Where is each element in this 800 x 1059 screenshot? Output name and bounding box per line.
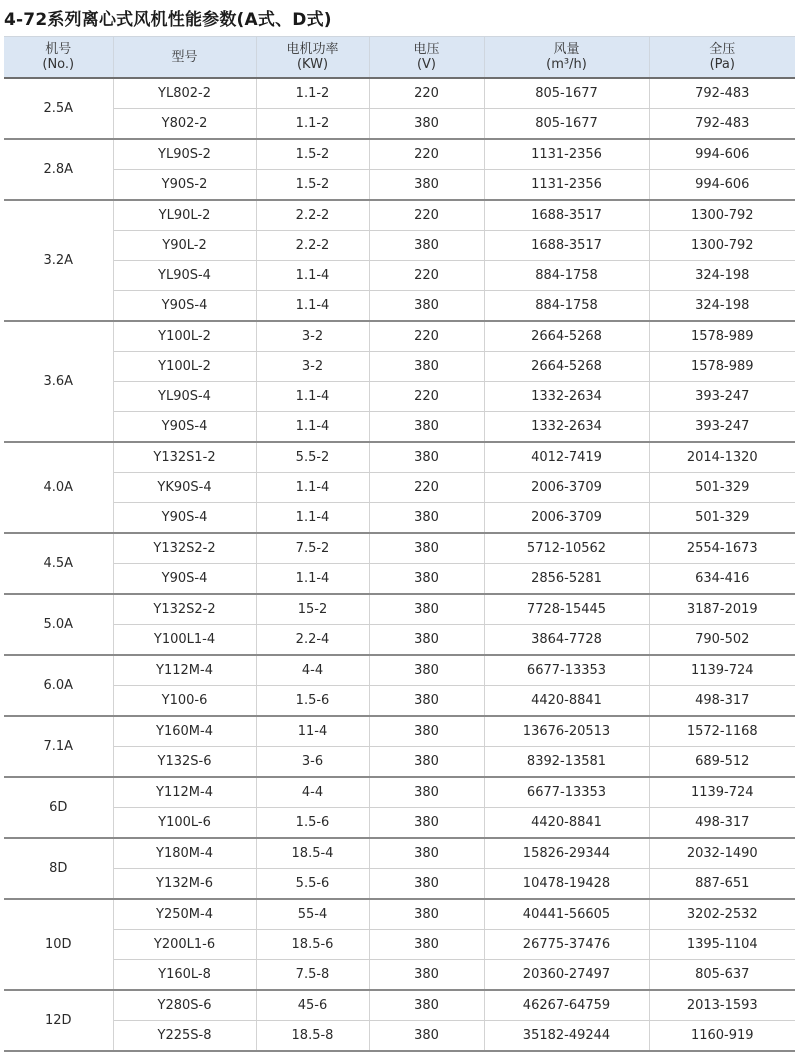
model-cell: Y112M-4 [113, 777, 256, 808]
model-cell: Y180M-4 [113, 838, 256, 869]
model-cell: Y250M-4 [113, 899, 256, 930]
header-air-flow: 风量 (m³/h) [484, 37, 649, 79]
total-pressure-cell: 324-198 [649, 291, 795, 322]
total-pressure-cell: 2013-1593 [649, 990, 795, 1021]
motor-power-cell: 1.1-4 [256, 503, 369, 534]
machine-no-cell: 6.0A [4, 655, 113, 716]
voltage-cell: 380 [369, 109, 484, 140]
performance-table [4, 36, 795, 1052]
motor-power-cell: 1.5-2 [256, 170, 369, 201]
model-cell: Y100L-2 [113, 352, 256, 382]
motor-power-cell: 1.1-4 [256, 412, 369, 443]
model-cell: YL90S-2 [113, 139, 256, 170]
motor-power-cell: 7.5-2 [256, 533, 369, 564]
motor-power-cell: 2.2-2 [256, 200, 369, 231]
voltage-cell: 220 [369, 200, 484, 231]
voltage-cell: 380 [369, 594, 484, 625]
air-flow-cell: 46267-64759 [484, 990, 649, 1021]
total-pressure-cell: 1160-919 [649, 1021, 795, 1052]
motor-power-cell: 1.1-4 [256, 382, 369, 412]
voltage-cell: 380 [369, 291, 484, 322]
motor-power-cell: 11-4 [256, 716, 369, 747]
table-row [4, 533, 795, 564]
table-row [4, 869, 795, 900]
voltage-cell: 380 [369, 777, 484, 808]
total-pressure-cell: 1572-1168 [649, 716, 795, 747]
voltage-cell: 220 [369, 139, 484, 170]
air-flow-cell: 884-1758 [484, 291, 649, 322]
air-flow-cell: 1688-3517 [484, 231, 649, 261]
voltage-cell: 380 [369, 625, 484, 656]
model-cell: Y100L1-4 [113, 625, 256, 656]
table-row [4, 990, 795, 1021]
voltage-cell: 380 [369, 655, 484, 686]
voltage-cell: 380 [369, 170, 484, 201]
table-row [4, 777, 795, 808]
motor-power-cell: 1.1-4 [256, 291, 369, 322]
table-row [4, 594, 795, 625]
voltage-cell: 380 [369, 231, 484, 261]
machine-no-cell: 12D [4, 990, 113, 1051]
voltage-cell: 380 [369, 838, 484, 869]
table-row [4, 564, 795, 595]
motor-power-cell: 3-6 [256, 747, 369, 778]
total-pressure-cell: 324-198 [649, 261, 795, 291]
motor-power-cell: 1.5-6 [256, 808, 369, 839]
machine-no-cell: 3.2A [4, 200, 113, 321]
table-row [4, 930, 795, 960]
machine-no-cell: 8D [4, 838, 113, 899]
voltage-cell: 220 [369, 321, 484, 352]
total-pressure-cell: 498-317 [649, 808, 795, 839]
total-pressure-cell: 2014-1320 [649, 442, 795, 473]
voltage-cell: 220 [369, 382, 484, 412]
model-cell: Y200L1-6 [113, 930, 256, 960]
air-flow-cell: 1332-2634 [484, 412, 649, 443]
total-pressure-cell: 2032-1490 [649, 838, 795, 869]
header-total-pressure: 全压 (Pa) [649, 37, 795, 79]
model-cell: Y160M-4 [113, 716, 256, 747]
table-row [4, 473, 795, 503]
model-cell: Y160L-8 [113, 960, 256, 991]
total-pressure-cell: 634-416 [649, 564, 795, 595]
machine-no-cell: 2.5A [4, 78, 113, 139]
model-cell: Y802-2 [113, 109, 256, 140]
motor-power-cell: 45-6 [256, 990, 369, 1021]
motor-power-cell: 3-2 [256, 321, 369, 352]
table-row [4, 838, 795, 869]
machine-no-cell: 7.1A [4, 716, 113, 777]
table-row [4, 960, 795, 991]
air-flow-cell: 6677-13353 [484, 777, 649, 808]
table-row [4, 382, 795, 412]
motor-power-cell: 1.1-2 [256, 78, 369, 109]
air-flow-cell: 2006-3709 [484, 473, 649, 503]
model-cell: Y90S-4 [113, 564, 256, 595]
table-row [4, 808, 795, 839]
voltage-cell: 380 [369, 686, 484, 717]
motor-power-cell: 4-4 [256, 655, 369, 686]
voltage-cell: 220 [369, 78, 484, 109]
air-flow-cell: 2856-5281 [484, 564, 649, 595]
table-row [4, 1021, 795, 1052]
voltage-cell: 380 [369, 808, 484, 839]
machine-no-cell: 3.6A [4, 321, 113, 442]
model-cell: YL90L-2 [113, 200, 256, 231]
table-row [4, 261, 795, 291]
table-row [4, 352, 795, 382]
model-cell: Y90S-2 [113, 170, 256, 201]
voltage-cell: 380 [369, 747, 484, 778]
machine-no-cell: 5.0A [4, 594, 113, 655]
air-flow-cell: 1131-2356 [484, 139, 649, 170]
voltage-cell: 380 [369, 503, 484, 534]
table-row [4, 747, 795, 778]
air-flow-cell: 8392-13581 [484, 747, 649, 778]
air-flow-cell: 805-1677 [484, 109, 649, 140]
total-pressure-cell: 994-606 [649, 170, 795, 201]
motor-power-cell: 15-2 [256, 594, 369, 625]
motor-power-cell: 18.5-8 [256, 1021, 369, 1052]
air-flow-cell: 4420-8841 [484, 808, 649, 839]
machine-no-cell: 10D [4, 899, 113, 990]
total-pressure-cell: 1300-792 [649, 231, 795, 261]
voltage-cell: 380 [369, 960, 484, 991]
air-flow-cell: 4012-7419 [484, 442, 649, 473]
header-row [4, 37, 795, 79]
table-row [4, 78, 795, 109]
air-flow-cell: 1688-3517 [484, 200, 649, 231]
page-title: 4-72系列离心式风机性能参数(A式、D式) [4, 10, 332, 30]
air-flow-cell: 2664-5268 [484, 321, 649, 352]
machine-no-cell: 4.0A [4, 442, 113, 533]
table-row [4, 625, 795, 656]
model-cell: Y132M-6 [113, 869, 256, 900]
model-cell: Y90S-4 [113, 503, 256, 534]
motor-power-cell: 5.5-2 [256, 442, 369, 473]
voltage-cell: 380 [369, 533, 484, 564]
voltage-cell: 380 [369, 442, 484, 473]
table-row [4, 321, 795, 352]
voltage-cell: 380 [369, 1021, 484, 1052]
air-flow-cell: 2664-5268 [484, 352, 649, 382]
model-cell: Y280S-6 [113, 990, 256, 1021]
air-flow-cell: 5712-10562 [484, 533, 649, 564]
total-pressure-cell: 994-606 [649, 139, 795, 170]
motor-power-cell: 2.2-2 [256, 231, 369, 261]
model-cell: Y100L-6 [113, 808, 256, 839]
table-row [4, 655, 795, 686]
air-flow-cell: 1332-2634 [484, 382, 649, 412]
air-flow-cell: 20360-27497 [484, 960, 649, 991]
motor-power-cell: 1.5-2 [256, 139, 369, 170]
motor-power-cell: 55-4 [256, 899, 369, 930]
total-pressure-cell: 3187-2019 [649, 594, 795, 625]
motor-power-cell: 5.5-6 [256, 869, 369, 900]
total-pressure-cell: 1139-724 [649, 777, 795, 808]
total-pressure-cell: 501-329 [649, 503, 795, 534]
voltage-cell: 380 [369, 899, 484, 930]
voltage-cell: 220 [369, 473, 484, 503]
total-pressure-cell: 792-483 [649, 78, 795, 109]
voltage-cell: 380 [369, 412, 484, 443]
total-pressure-cell: 1300-792 [649, 200, 795, 231]
model-cell: YK90S-4 [113, 473, 256, 503]
air-flow-cell: 1131-2356 [484, 170, 649, 201]
total-pressure-cell: 790-502 [649, 625, 795, 656]
total-pressure-cell: 393-247 [649, 382, 795, 412]
air-flow-cell: 40441-56605 [484, 899, 649, 930]
model-cell: Y132S2-2 [113, 533, 256, 564]
table-body [4, 78, 795, 1051]
machine-no-cell: 6D [4, 777, 113, 838]
air-flow-cell: 10478-19428 [484, 869, 649, 900]
header-machine-no: 机号 (No.) [4, 37, 113, 79]
total-pressure-cell: 689-512 [649, 747, 795, 778]
table-row [4, 139, 795, 170]
table-row [4, 716, 795, 747]
motor-power-cell: 18.5-4 [256, 838, 369, 869]
motor-power-cell: 1.1-4 [256, 261, 369, 291]
model-cell: Y100L-2 [113, 321, 256, 352]
voltage-cell: 380 [369, 930, 484, 960]
air-flow-cell: 26775-37476 [484, 930, 649, 960]
total-pressure-cell: 498-317 [649, 686, 795, 717]
total-pressure-cell: 1395-1104 [649, 930, 795, 960]
motor-power-cell: 1.1-4 [256, 564, 369, 595]
motor-power-cell: 3-2 [256, 352, 369, 382]
model-cell: Y225S-8 [113, 1021, 256, 1052]
air-flow-cell: 13676-20513 [484, 716, 649, 747]
model-cell: Y90S-4 [113, 291, 256, 322]
air-flow-cell: 7728-15445 [484, 594, 649, 625]
total-pressure-cell: 3202-2532 [649, 899, 795, 930]
total-pressure-cell: 887-651 [649, 869, 795, 900]
voltage-cell: 380 [369, 990, 484, 1021]
motor-power-cell: 7.5-8 [256, 960, 369, 991]
table-header [4, 37, 795, 79]
table-row [4, 200, 795, 231]
motor-power-cell: 1.5-6 [256, 686, 369, 717]
voltage-cell: 380 [369, 716, 484, 747]
model-cell: Y132S-6 [113, 747, 256, 778]
total-pressure-cell: 393-247 [649, 412, 795, 443]
total-pressure-cell: 2554-1673 [649, 533, 795, 564]
total-pressure-cell: 501-329 [649, 473, 795, 503]
total-pressure-cell: 1578-989 [649, 321, 795, 352]
model-cell: Y90L-2 [113, 231, 256, 261]
table-row [4, 170, 795, 201]
motor-power-cell: 4-4 [256, 777, 369, 808]
voltage-cell: 380 [369, 564, 484, 595]
motor-power-cell: 2.2-4 [256, 625, 369, 656]
model-cell: YL802-2 [113, 78, 256, 109]
model-cell: Y112M-4 [113, 655, 256, 686]
table-row [4, 231, 795, 261]
air-flow-cell: 35182-49244 [484, 1021, 649, 1052]
total-pressure-cell: 805-637 [649, 960, 795, 991]
header-voltage: 电压 (V) [369, 37, 484, 79]
total-pressure-cell: 1578-989 [649, 352, 795, 382]
total-pressure-cell: 1139-724 [649, 655, 795, 686]
model-cell: YL90S-4 [113, 261, 256, 291]
table-row [4, 442, 795, 473]
air-flow-cell: 15826-29344 [484, 838, 649, 869]
motor-power-cell: 1.1-4 [256, 473, 369, 503]
header-motor-power: 电机功率 (KW) [256, 37, 369, 79]
air-flow-cell: 6677-13353 [484, 655, 649, 686]
table-row [4, 899, 795, 930]
motor-power-cell: 1.1-2 [256, 109, 369, 140]
air-flow-cell: 2006-3709 [484, 503, 649, 534]
voltage-cell: 380 [369, 869, 484, 900]
air-flow-cell: 4420-8841 [484, 686, 649, 717]
table-row [4, 109, 795, 140]
model-cell: Y132S2-2 [113, 594, 256, 625]
model-cell: Y90S-4 [113, 412, 256, 443]
machine-no-cell: 2.8A [4, 139, 113, 200]
air-flow-cell: 884-1758 [484, 261, 649, 291]
air-flow-cell: 3864-7728 [484, 625, 649, 656]
machine-no-cell: 4.5A [4, 533, 113, 594]
header-model: 型号 [113, 37, 256, 79]
model-cell: YL90S-4 [113, 382, 256, 412]
voltage-cell: 220 [369, 261, 484, 291]
total-pressure-cell: 792-483 [649, 109, 795, 140]
air-flow-cell: 805-1677 [484, 78, 649, 109]
table-row [4, 686, 795, 717]
motor-power-cell: 18.5-6 [256, 930, 369, 960]
table-row [4, 503, 795, 534]
model-cell: Y100-6 [113, 686, 256, 717]
model-cell: Y132S1-2 [113, 442, 256, 473]
table-row [4, 412, 795, 443]
table-row [4, 291, 795, 322]
voltage-cell: 380 [369, 352, 484, 382]
